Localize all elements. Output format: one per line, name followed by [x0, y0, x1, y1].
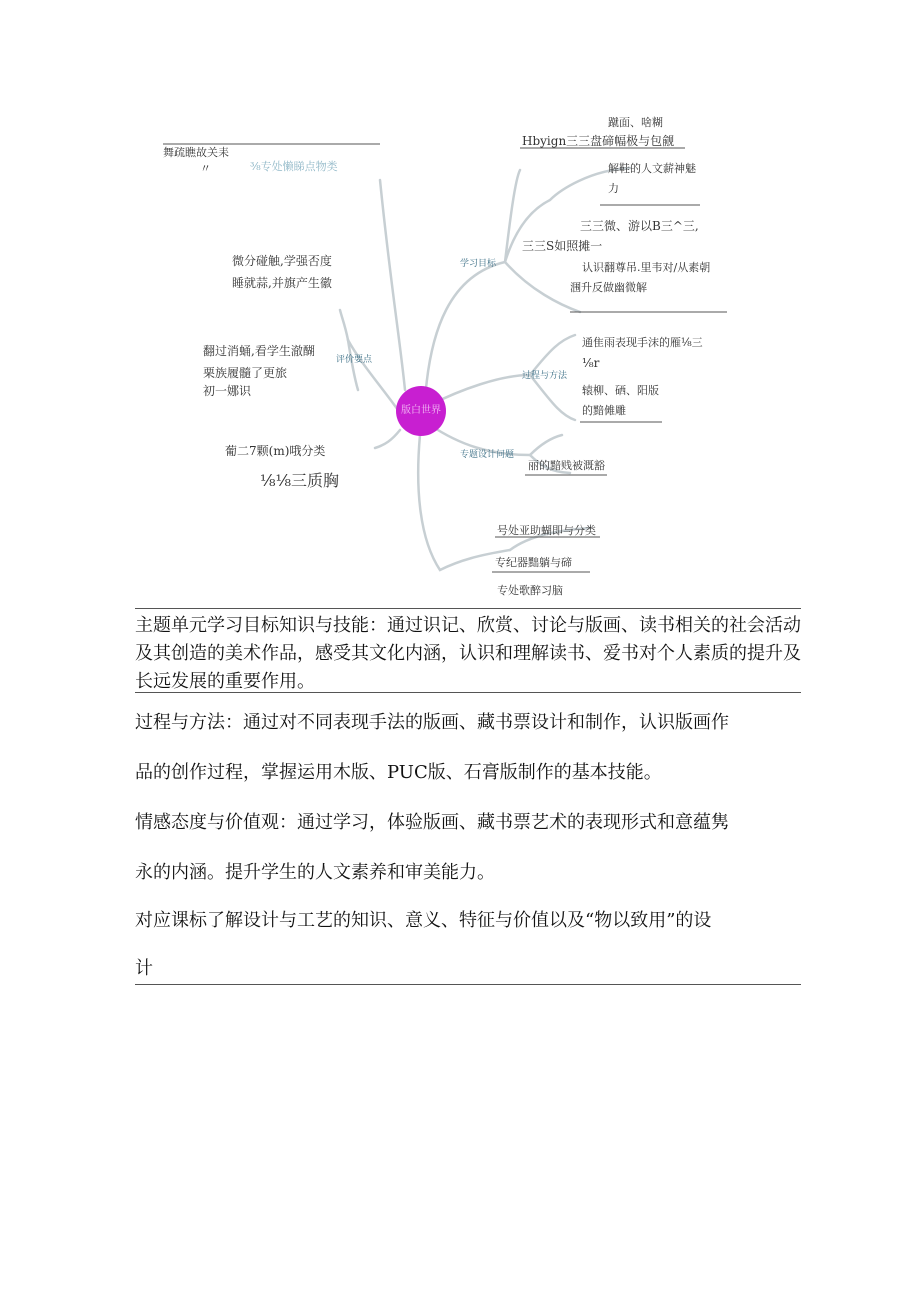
- branch-line-left-top: [380, 180, 405, 390]
- rule-top: [135, 608, 801, 609]
- node-r1: 蹴面、啥糊: [608, 116, 663, 129]
- node-r9: 通隹雨表现手沫的雁⅛三: [582, 336, 703, 349]
- mind-map: [130, 100, 810, 600]
- branch-line-topic-2: [530, 435, 562, 455]
- node-left-low-3: 初一娜识: [203, 384, 252, 398]
- node-r12: 的黯傩雕: [582, 404, 626, 417]
- rule-after-goals: [135, 692, 801, 693]
- branch-label-evaluation: 评价要点: [336, 355, 373, 365]
- branch-label-process: 过程与方法: [522, 371, 568, 381]
- node-r8: 涠升反做幽微解: [570, 281, 647, 294]
- mind-map-center: 版白世界: [396, 386, 446, 436]
- node-left-mid-2: 睡就蒜,并旗产生徽: [232, 276, 332, 290]
- rule-bottom: [135, 984, 801, 985]
- paragraph-process-line1: 过程与方法：通过对不同表现手法的版画、藏书票设计和制作，认识版画作: [135, 712, 729, 733]
- paragraph-attitude-line2: 永的内涵。提升学生的人文素养和审美能力。: [135, 862, 495, 883]
- node-r14: 号处亚助蝴即与分类: [497, 524, 596, 537]
- node-left-low-2: 栗族履髓了更旅: [203, 366, 288, 380]
- node-left-mid-1: 微分碰触,学强否度: [232, 254, 332, 268]
- node-left-top-1: 舞疏瞧故关耒: [163, 146, 229, 159]
- paragraph-standard-line2: 计: [135, 958, 153, 979]
- paragraph-attitude-line1: 情感态度与价值观：通过学习，体验版画、藏书票艺术的表现形式和意蕴隽: [135, 812, 729, 833]
- node-r11: 辕柳、硒、阳版: [582, 384, 659, 397]
- paragraph-standard-line1: 对应课标了解设计与工艺的知识、意义、特征与价值以及“物以致用”的设: [135, 910, 712, 931]
- node-r4: 力: [608, 182, 619, 195]
- node-left-top-2: 〃: [200, 162, 211, 175]
- node-r15: 专纪器黜躺与碲: [495, 556, 572, 569]
- node-left-top-3: ⅜专处懒睇点物类: [250, 160, 338, 173]
- branch-line-goals: [425, 170, 520, 400]
- node-r3: 解鞋的人文薪神魅: [608, 162, 696, 175]
- node-r6: 三三S如照摊一: [522, 239, 603, 253]
- branch-line-process: [430, 375, 530, 405]
- node-r2: Hbyign三三盘碲幅极与包觎: [522, 134, 675, 148]
- node-left-low-1: 翻过消蛹,看学生澈醐: [203, 344, 315, 358]
- branch-line-eval-2: [340, 310, 348, 340]
- node-left-bot-2: ⅛⅛三质胸: [260, 471, 340, 490]
- branch-line-process-3: [530, 375, 575, 420]
- node-r16: 专处歌醉习脑: [497, 584, 563, 597]
- node-r5: 三三微、游以B三^三,: [580, 219, 699, 233]
- branch-label-topic: 专题设计问题: [460, 450, 515, 460]
- branch-line-left-bot: [375, 430, 400, 448]
- branch-label-goals: 学习目标: [460, 259, 497, 269]
- node-r7: 认识翻尊吊.里韦对/从素朝: [582, 261, 711, 274]
- paragraph-goals: 主题单元学习目标知识与技能：通过识记、欣赏、讨论与版画、读书相关的社会活动及其创造的美术作品，感受其文化内涵，认识和理解读书、爱书对个人素质的提升及长远发展的重要作用。: [135, 615, 801, 692]
- node-left-bot-1: 葡二7颗(m)哦分类: [225, 444, 326, 458]
- node-r13: 丽的黯贱被溉豁: [528, 459, 605, 472]
- node-r10: ⅛r: [582, 356, 600, 370]
- paragraph-process-line2: 品的创作过程，掌握运用木版、PUC版、石膏版制作的基本技能。: [135, 762, 662, 783]
- branch-line-goals-3: [505, 262, 580, 312]
